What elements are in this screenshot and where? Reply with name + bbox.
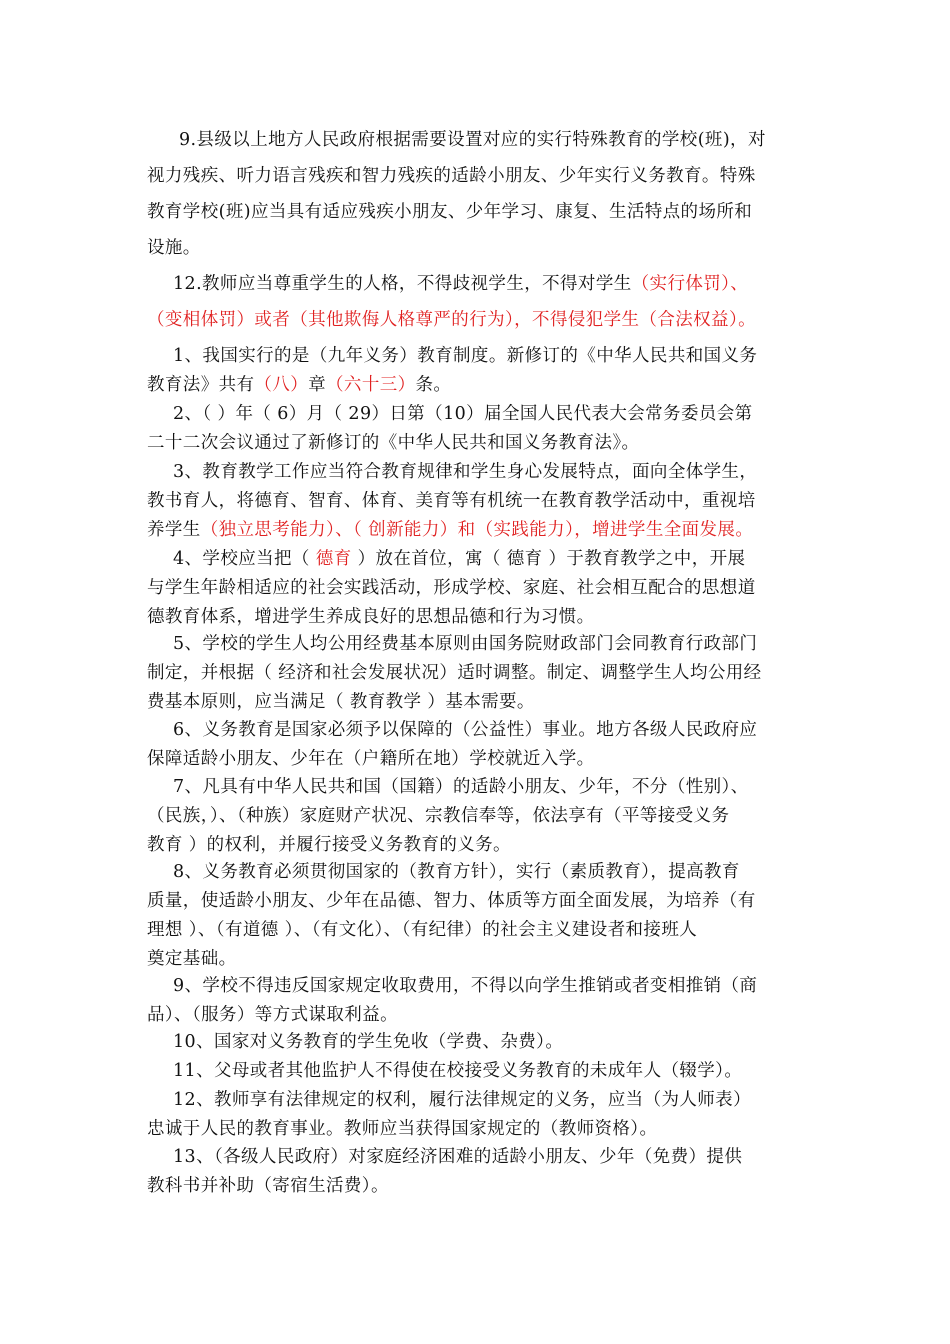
body-text: 教育学校(班)应当具有适应残疾小朋友、少年学习、康复、生活特点的场所和	[147, 202, 753, 222]
text-line	[147, 516, 753, 541]
text-line	[147, 306, 756, 331]
body-text: 制定，并根据（ 经济和社会发展状况）适时调整。制定、调整学生人均公用经	[147, 663, 762, 683]
text-line	[173, 458, 757, 483]
text-line	[147, 574, 756, 599]
question-4	[147, 545, 827, 635]
question-2	[147, 400, 827, 460]
body-text: 2、（ ）年（ 6）月（ 29）日第（10）届全国人民代表大会常务委员会第	[173, 404, 753, 424]
question-13	[147, 1143, 827, 1203]
body-text: 德教育体系，增进学生养成良好的思想品德和行为习惯。	[147, 607, 595, 627]
text-line	[147, 802, 729, 827]
body-text: 奠定基础。	[147, 949, 237, 969]
body-text: 10、国家对义务教育的学生免收（学费、杂费）。	[173, 1032, 564, 1052]
text-line	[173, 1143, 742, 1168]
body-text: 12.教师应当尊重学生的人格，不得歧视学生，不得对学生	[173, 274, 632, 294]
body-text: 1、我国实行的是（九年义务）教育制度。新修订的《中华人民共和国义务	[173, 346, 758, 366]
body-text: 二十二次会议通过了新修订的《中华人民共和国义务教育法》。	[147, 433, 640, 453]
text-line	[147, 945, 237, 970]
body-text: 教育法》共有	[147, 375, 255, 395]
body-text: 品）、（服务）等方式谋取利益。	[147, 1005, 398, 1025]
body-text: 教育 ）的权利，并履行接受义务教育的义务。	[147, 835, 511, 855]
body-text: 3、教育教学工作应当符合教育规律和学生身心发展特点，面向全体学生，	[173, 462, 758, 482]
question-3	[147, 458, 827, 548]
text-line	[147, 659, 762, 684]
body-text: ）放在首位，寓（ 德育 ）于教育教学之中，开展	[351, 549, 746, 569]
text-line	[173, 270, 748, 295]
highlighted-answer-text: （变相体罚）或者（其他欺侮人格尊严的行为），不得侵犯学生（合法权益）。	[147, 310, 756, 330]
body-text: 费基本原则，应当满足（ 教育教学 ）基本需要。	[147, 692, 535, 712]
body-text: 忠诚于人民的教育事业。教师应当获得国家规定的（教师资格）。	[147, 1119, 658, 1139]
body-text: 4、学校应当把（	[173, 549, 316, 569]
text-line	[147, 371, 451, 396]
text-line	[173, 1057, 742, 1082]
body-text: 教科书并补助（寄宿生活费）。	[147, 1176, 389, 1196]
question-8	[147, 858, 827, 976]
body-text: 9.县级以上地方人民政府根据需要设置对应的实行特殊教育的学校(班)，对	[179, 130, 766, 150]
body-text: 与学生年龄相适应的社会实践活动，形成学校、家庭、社会相互配合的思想道	[147, 578, 756, 598]
text-line	[147, 429, 639, 454]
paragraph-9-special-education	[147, 126, 827, 262]
body-text: 6、义务教育是国家必须予以保障的（公益性）事业。地方各级人民政府应	[173, 720, 758, 740]
question-1	[147, 342, 827, 402]
body-text: 保障适龄小朋友、少年在（户籍所在地）学校就近入学。	[147, 749, 595, 769]
text-line	[173, 342, 757, 367]
text-line	[147, 487, 756, 512]
text-line	[173, 716, 757, 741]
text-line	[147, 745, 595, 770]
text-line	[147, 162, 756, 187]
highlighted-answer-text: （实行体罚）、	[631, 274, 749, 294]
text-line	[173, 630, 757, 655]
question-6	[147, 716, 827, 776]
body-text: 9、学校不得违反国家规定收取费用，不得以向学生推销或者变相推销（商	[173, 976, 758, 996]
body-text: （民族，）、（种族）家庭财产状况、宗教信奉等，依法享有（平等接受义务	[147, 806, 730, 826]
question-11	[147, 1057, 827, 1087]
text-line	[147, 234, 201, 259]
text-line	[173, 400, 753, 425]
question-5	[147, 630, 827, 720]
text-line	[147, 1115, 657, 1140]
text-line	[147, 688, 535, 713]
paragraph-12-teacher-respect	[147, 270, 827, 336]
body-text: 质量，使适龄小朋友、少年在品德、智力、体质等方面全面发展，为培养（有	[147, 891, 756, 911]
text-line	[173, 1086, 751, 1111]
highlighted-answer-text: （六十三）	[326, 375, 416, 395]
highlighted-answer-text: （独立思考能力）、（ 创新能力）和（实践能力），增进学生全面发展。	[200, 520, 754, 540]
text-line	[173, 545, 745, 570]
text-line	[147, 887, 756, 912]
body-text: 视力残疾、听力语言残疾和智力残疾的适龄小朋友、少年实行义务教育。特殊	[147, 166, 756, 186]
text-line	[173, 773, 749, 798]
body-text: 章	[308, 375, 327, 395]
body-text: 13、（各级人民政府）对家庭经济困难的适龄小朋友、少年（免费）提供	[173, 1147, 743, 1167]
body-text: 理想 ）、（有道德 ）、（有文化）、（有纪律）的社会主义建设者和接班人	[147, 920, 698, 940]
body-text: 教书育人，将德育、智育、体育、美育等有机统一在教育教学活动中，重视培	[147, 491, 756, 511]
body-text: 养学生	[147, 520, 201, 540]
text-line	[147, 198, 752, 223]
question-12	[147, 1086, 827, 1146]
body-text: 5、学校的学生人均公用经费基本原则由国务院财政部门会同教育行政部门	[173, 634, 758, 654]
body-text: 7、凡具有中华人民共和国（国籍）的适龄小朋友、少年，不分（性别）、	[173, 777, 749, 797]
text-line	[173, 858, 740, 883]
body-text: 条。	[415, 375, 452, 395]
text-line	[179, 126, 766, 151]
body-text: 8、义务教育必须贯彻国家的（教育方针），实行（素质教育），提高教育	[173, 862, 740, 882]
highlighted-answer-text: （八）	[254, 375, 309, 395]
question-7	[147, 773, 827, 863]
text-line	[173, 1028, 563, 1053]
question-10	[147, 1028, 827, 1058]
body-text: 11、父母或者其他监护人不得使在校接受义务教育的未成年人（辍学）。	[173, 1061, 743, 1081]
body-text: 设施。	[147, 238, 201, 258]
highlighted-answer-text: 德育	[315, 549, 352, 569]
text-line	[147, 1172, 389, 1197]
text-line	[147, 831, 511, 856]
text-line	[147, 603, 595, 628]
question-9	[147, 972, 827, 1032]
body-text: 12、教师享有法律规定的权利，履行法律规定的义务，应当（为人师表）	[173, 1090, 751, 1110]
text-line	[173, 972, 757, 997]
text-line	[147, 1001, 398, 1026]
text-line	[147, 916, 697, 941]
